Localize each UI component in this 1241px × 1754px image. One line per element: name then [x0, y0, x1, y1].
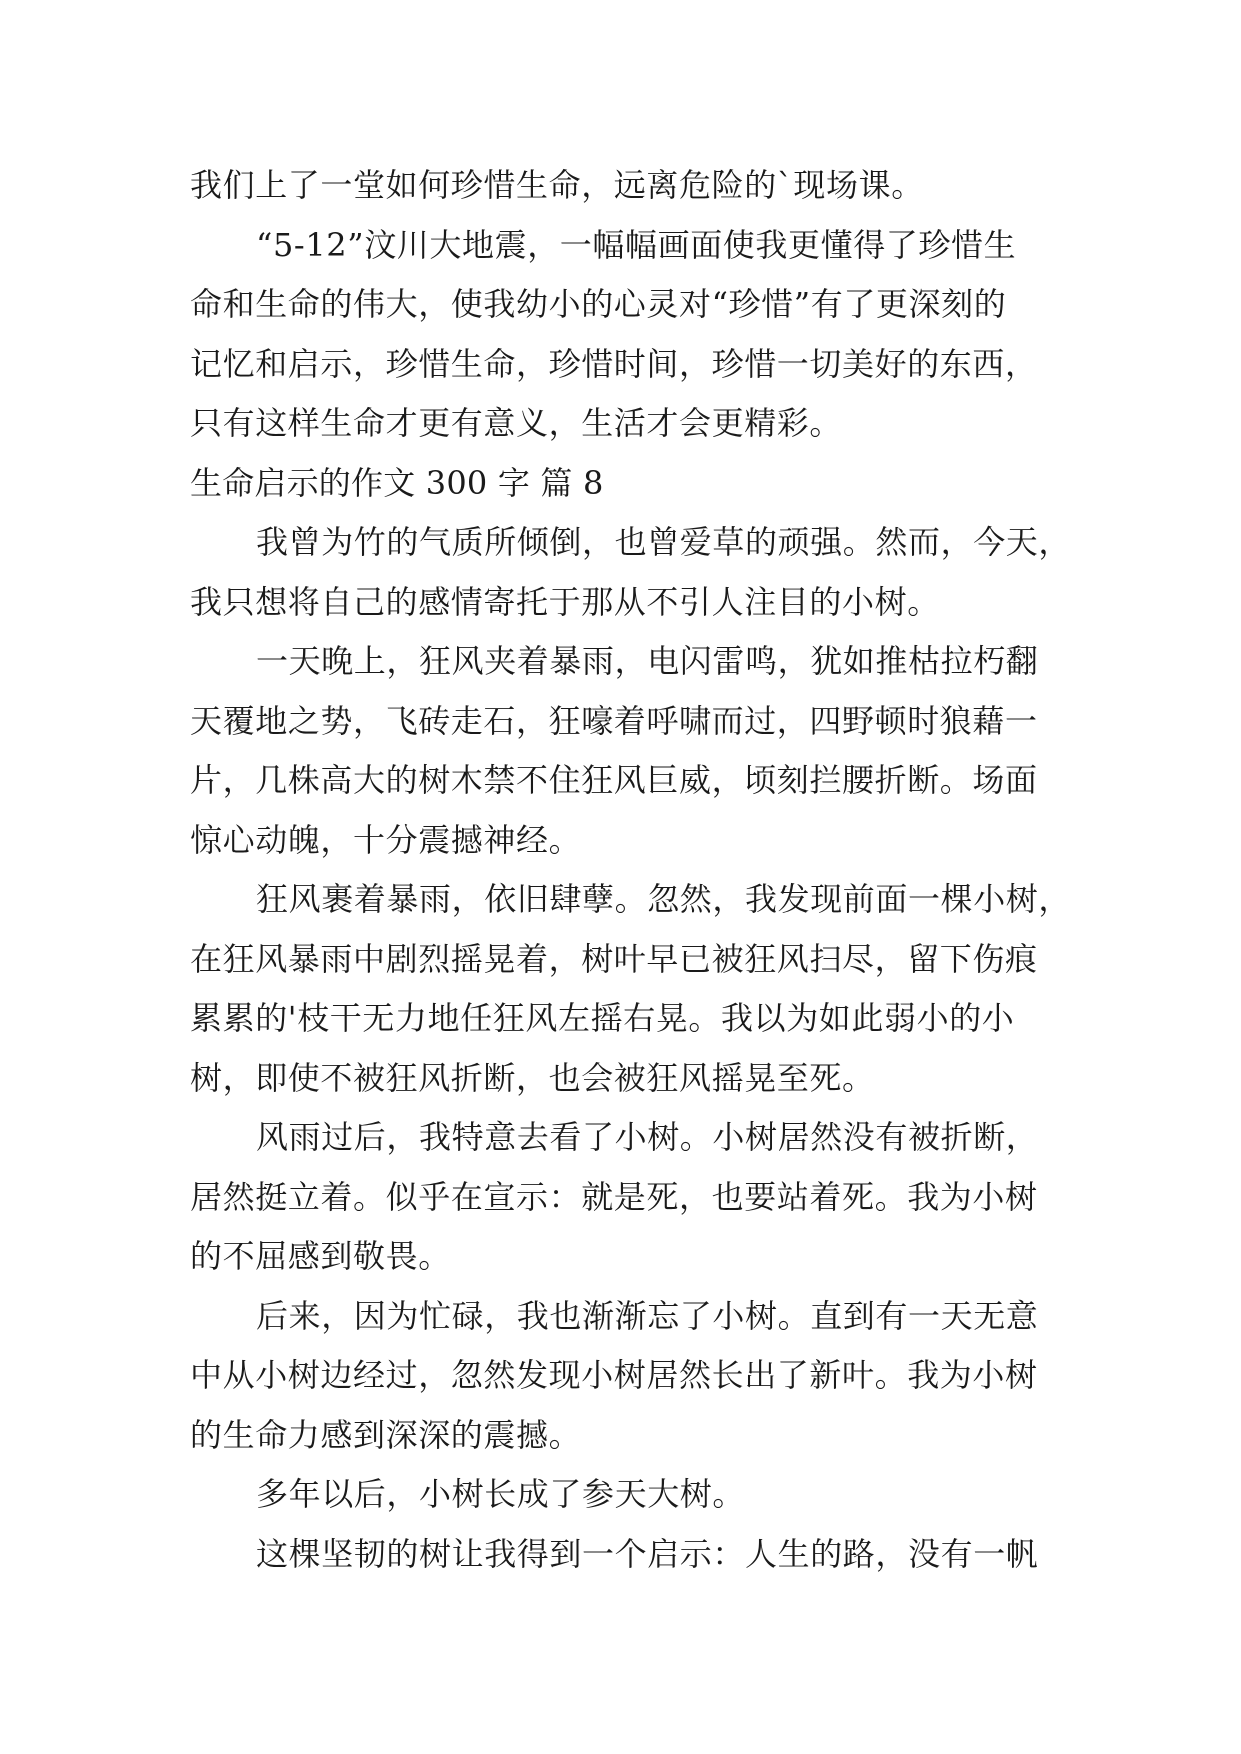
text-line: 我们上了一堂如何珍惜生命，远离危险的`现场课。	[190, 166, 924, 204]
text-line: 多年以后，小树长成了参天大树。	[256, 1475, 746, 1513]
text-line: 记忆和启示，珍惜生命，珍惜时间，珍惜一切美好的东西，	[190, 344, 1038, 383]
text-line: 这棵坚韧的树让我得到一个启示：人生的路，没有一帆	[256, 1534, 1039, 1573]
text-line: 只有这样生命才更有意义，生活才会更精彩。	[190, 404, 843, 442]
text-line: “5-12”汶川大地震，一幅幅画面使我更懂得了珍惜生	[256, 225, 1017, 264]
text-line: 在狂风暴雨中剧烈摇晃着，树叶早已被狂风扫尽，留下伤痕	[190, 939, 1038, 978]
text-line: 我只想将自己的感情寄托于那从不引人注目的小树。	[190, 582, 940, 621]
text-line: 居然挺立着。似乎在宣示：就是死，也要站着死。我为小树	[190, 1177, 1038, 1216]
text-line: 风雨过后，我特意去看了小树。小树居然没有被折断，	[256, 1118, 1039, 1156]
text-line: 片，几株高大的树木禁不住狂风巨威，顷刻拦腰折断。场面	[190, 761, 1038, 799]
text-line: 累累的'枝干无力地任狂风左摇右晃。我以为如此弱小的小	[190, 999, 1015, 1037]
text-line: 树，即使不被狂风折断，也会被狂风摇晃至死。	[190, 1058, 875, 1097]
text-line: 的生命力感到深深的震撼。	[190, 1415, 582, 1454]
text-line: 惊心动魄，十分震撼神经。	[190, 820, 582, 859]
text-line: 狂风裹着暴雨，依旧肆孽。忽然，我发现前面一棵小树，	[256, 880, 1072, 918]
text-line: 我曾为竹的气质所倾倒，也曾爱草的顽强。然而，今天，	[256, 523, 1072, 561]
text-line: 天覆地之势，飞砖走石，狂嚎着呼啸而过，四野顿时狼藉一	[190, 701, 1038, 740]
section-heading: 生命启示的作文 300 字 篇 8	[190, 463, 604, 502]
text-line: 命和生命的伟大，使我幼小的心灵对“珍惜”有了更深刻的	[190, 285, 1007, 323]
text-line: 一天晚上，狂风夹着暴雨，电闪雷鸣，犹如推枯拉朽翻	[256, 642, 1039, 680]
essay-body	[190, 156, 1070, 1584]
text-line: 后来，因为忙碌，我也渐渐忘了小树。直到有一天无意	[256, 1296, 1039, 1335]
text-line: 中从小树边经过，忽然发现小树居然长出了新叶。我为小树	[190, 1356, 1038, 1394]
text-line: 的不屈感到敬畏。	[190, 1237, 451, 1275]
